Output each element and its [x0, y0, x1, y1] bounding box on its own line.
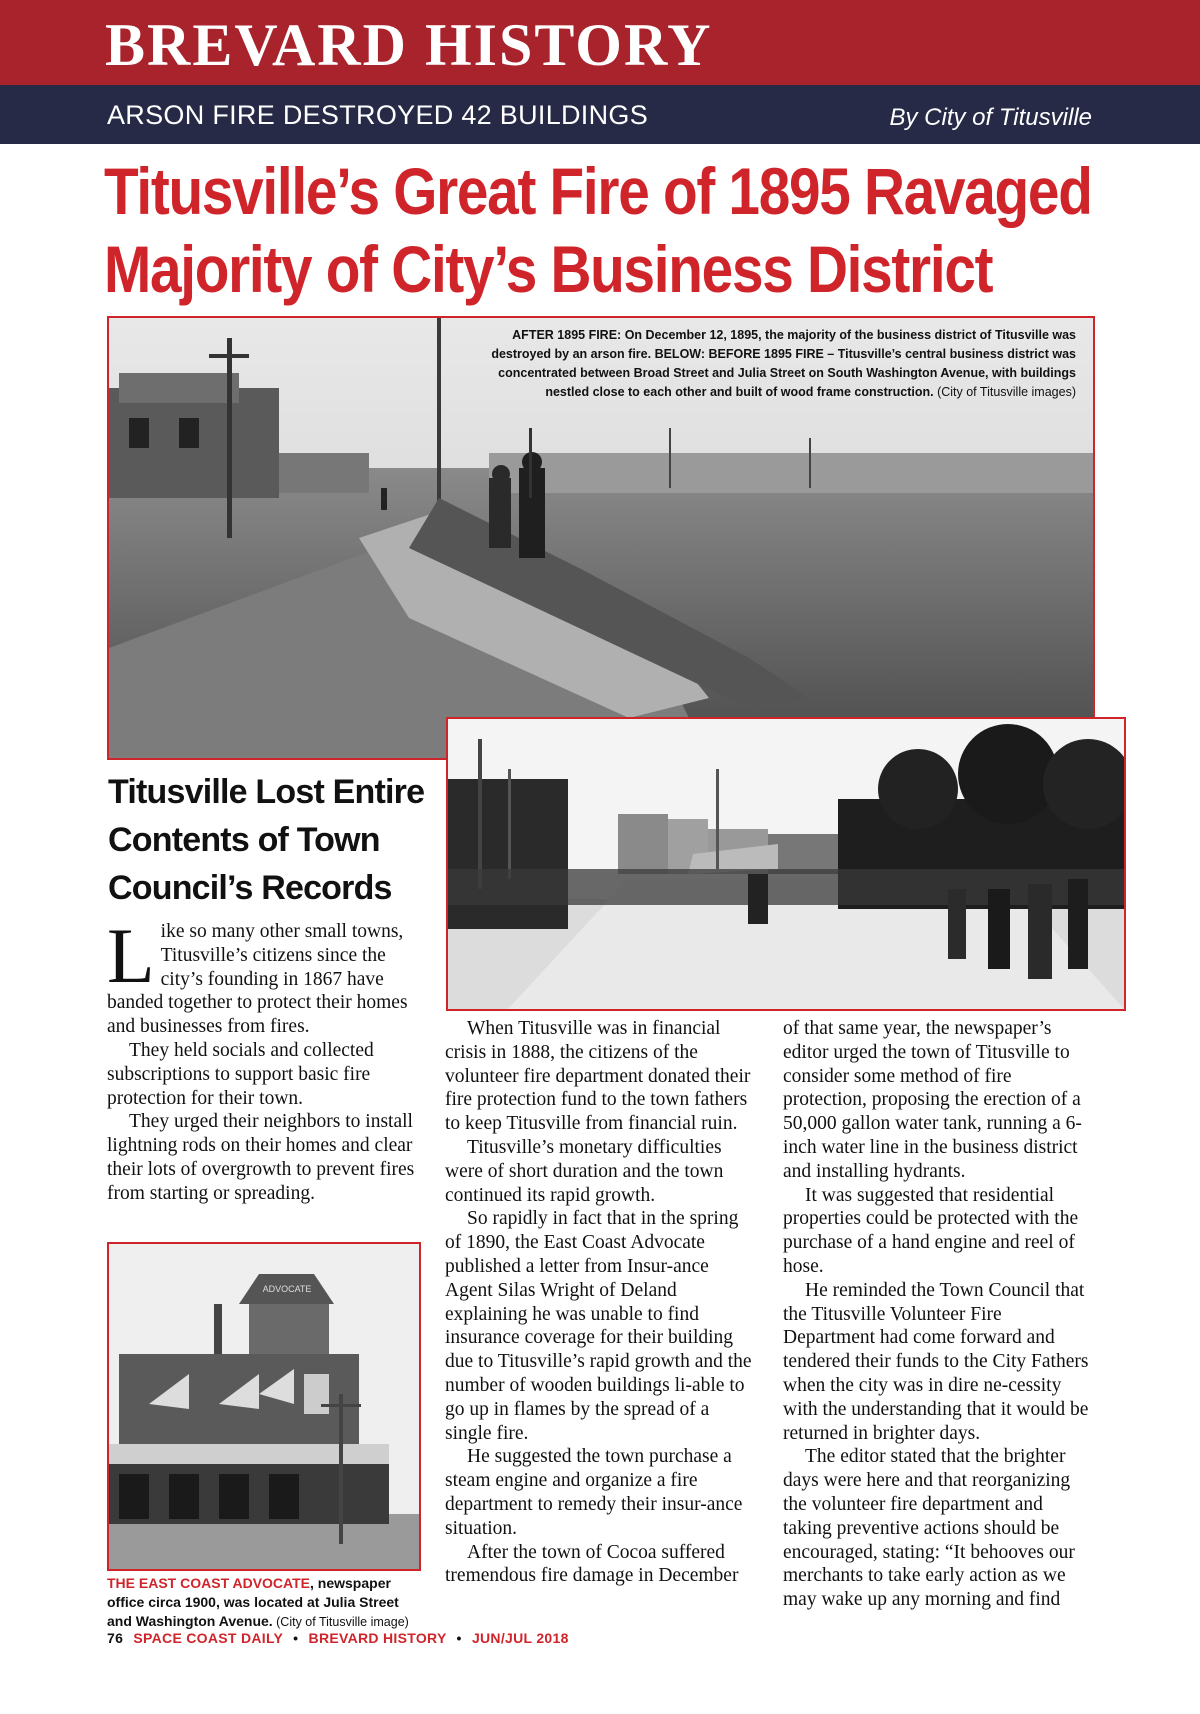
advocate-caption-text: , newspaper office circa 1900, was located at Julia Street and Washington Avenue. [107, 1575, 399, 1629]
caption-lead-after: AFTER 1895 FIRE: [512, 328, 622, 342]
east-coast-advocate-photo [107, 1242, 421, 1571]
column-2-paragraph-5: After the town of Cocoa suffered tremendous fire damage in December [445, 1541, 739, 1587]
footer-section: BREVARD HISTORY [308, 1630, 447, 1646]
page-footer [107, 1630, 569, 1646]
footer-publication: SPACE COAST DAILY [133, 1630, 283, 1646]
headline-line-1: Titusville’s Great Fire of 1895 Ravaged [104, 154, 1092, 228]
advocate-caption-credit: (City of Titusville image) [272, 1615, 409, 1629]
column-3-paragraph-2: It was suggested that residential properties could be protected with the purchase of a hand engine and reel of hose. [783, 1184, 1079, 1277]
column-3-paragraph-3: He reminded the Town Council that the Titusville Volunteer Fire Department had come forward and tendered their funds to the City Fathers when the city was in dire ne-cessity with the understanding that it would be returned in brighter days. [783, 1279, 1089, 1444]
footer-date: JUN/JUL 2018 [471, 1630, 569, 1646]
caption-text-after: On December 12, 1895, the majority of the business district of Titusville was destroyed by an arson fire. [491, 328, 1076, 361]
column-2 [445, 1017, 755, 1588]
footer-separator: • [456, 1630, 462, 1646]
caption-text-before: – Titusville’s central business district was concentrated between Broad Street and Julia Street on South Washington Avenue, with buildings nestled close to each other and built of wood frame construction. [498, 347, 1076, 399]
column-3-paragraph-1: of that same year, the newspaper’s editor urged the town of Titusville to consider some method of fire protection, proposing the erection of a 50,000 gallon water tank, running a 6-inch water line in the business district and installing hydrants. [783, 1018, 1082, 1182]
column-1-paragraph-3: They urged their neighbors to install lightning rods on their homes and clear their lots of overgrowth to prevent fires from starting or spreading. [107, 1111, 415, 1204]
advocate-sign-text: ADVOCATE [262, 1284, 312, 1294]
footer-separator: • [293, 1630, 299, 1646]
column-3-paragraph-4: The editor stated that the brighter days were here and that reorganizing the volunteer fire department and taking preventive actions should be encouraged, stating: “It behooves our merchants to take early action as we may wake up any morning and find [783, 1446, 1075, 1611]
column-2-paragraph-1: When Titusville was in financial crisis in 1888, the citizens of the volunteer fire department donated their fire protection fund to the town fathers to keep Titusville from financial ruin. [445, 1018, 751, 1135]
before-fire-photo [446, 717, 1126, 1011]
column-2-paragraph-2: Titusville’s monetary difficulties were of short duration and the town continued its rapid growth. [445, 1136, 724, 1206]
advocate-caption [107, 1574, 427, 1632]
advocate-caption-lead: THE EAST COAST ADVOCATE [107, 1575, 311, 1591]
column-2-paragraph-3: So rapidly in fact that in the spring of 1890, the East Coast Advocate published a letter from Insur-ance Agent Silas Wright of Deland explaining he was unable to find insurance coverage for their building due to Titusville’s rapid growth and the number of wooden buildings li-able to go up in flames by the spread of a single fire. [445, 1208, 752, 1444]
top-photo-caption [490, 326, 1076, 402]
column-1-paragraph-1 [107, 912, 415, 1039]
column-3 [783, 1017, 1093, 1612]
before-fire-photo-image [448, 719, 1124, 1009]
page-number: 76 [107, 1630, 124, 1646]
headline-line-2: Majority of City’s Business District [104, 232, 993, 306]
column-1 [107, 912, 415, 1206]
section-title: BREVARD HISTORY [105, 12, 713, 78]
headline [104, 152, 1092, 308]
subhead: Titusville Lost Entire Contents of Town Council’s Records [108, 773, 425, 907]
caption-credit: (City of Titusville images) [933, 385, 1076, 399]
byline: By City of Titusville [889, 104, 1092, 131]
kicker: ARSON FIRE DESTROYED 42 BUILDINGS [107, 100, 649, 130]
east-coast-advocate-photo-image [109, 1244, 419, 1569]
drop-cap: L [107, 912, 155, 999]
column-2-paragraph-4: He suggested the town purchase a steam engine and organize a fire department to remedy their insur-ance situation. [445, 1446, 743, 1539]
column-1-paragraph-1-text: ike so many other small towns, Titusville’s citizens since the city’s founding in 1867 have banded together to protect their homes and businesses from fires. [107, 921, 408, 1038]
column-1-paragraph-2: They held socials and collected subscriptions to support basic fire protection for their town. [107, 1039, 374, 1109]
caption-lead-before: BELOW: BEFORE 1895 FIRE [654, 347, 824, 361]
